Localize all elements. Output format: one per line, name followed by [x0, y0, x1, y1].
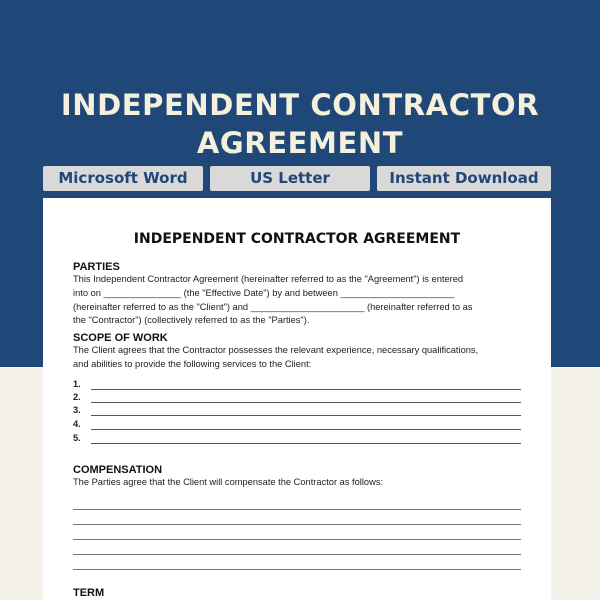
- scope-paragraph: [73, 344, 523, 372]
- parties-line: This Independent Contractor Agreement (hereinafter referred to as the "Agreement") is entered: [73, 274, 464, 284]
- term-heading: TERM: [73, 587, 105, 599]
- hero-title-line-1: INDEPENDENT CONTRACTOR: [60, 88, 540, 122]
- scope-item-row: [73, 405, 521, 417]
- scope-item-number: 4.: [73, 419, 81, 429]
- scope-line: The Client agrees that the Contractor possesses the relevant experience, necessary qualifications,: [73, 345, 479, 355]
- badge-instant-download: Instant Download: [377, 166, 551, 191]
- scope-item-row: [73, 392, 521, 404]
- scope-item-blank-line: [91, 429, 521, 430]
- hero-title: [0, 86, 600, 162]
- badge-us-letter: US Letter: [210, 166, 370, 191]
- scope-item-blank-line: [91, 402, 521, 403]
- scope-item-number: 3.: [73, 405, 81, 415]
- scope-line: and abilities to provide the following services to the Client:: [73, 358, 312, 369]
- parties-line: the "Contractor") (collectively referred to as the "Parties").: [73, 315, 310, 326]
- scope-item-number: 1.: [73, 379, 81, 389]
- scope-item-row: [73, 433, 521, 445]
- compensation-blank-line: [73, 569, 521, 570]
- scope-item-row: [73, 419, 521, 431]
- scope-item-number: 2.: [73, 392, 81, 402]
- scope-item-row: [73, 379, 521, 391]
- scope-item-blank-line: [91, 443, 521, 444]
- compensation-heading: COMPENSATION: [73, 464, 163, 476]
- compensation-blank-line: [73, 509, 521, 510]
- compensation-line: The Parties agree that the Client will compensate the Contractor as follows:: [73, 477, 384, 487]
- hero-title-line-2: AGREEMENT: [196, 126, 404, 160]
- parties-line: into on _______________ (the "Effective Date") by and between ______________________: [73, 287, 455, 298]
- document-title: INDEPENDENT CONTRACTOR AGREEMENT: [133, 231, 461, 247]
- scope-heading: SCOPE OF WORK: [73, 332, 168, 344]
- compensation-blank-line: [73, 554, 521, 555]
- document-preview: [43, 198, 551, 600]
- parties-line: (hereinafter referred to as the "Client") and ______________________ (hereinafter referred to as: [73, 301, 473, 312]
- parties-paragraph: [73, 273, 523, 328]
- compensation-paragraph: [73, 476, 523, 490]
- compensation-blank-line: [73, 539, 521, 540]
- badge-microsoft-word: Microsoft Word: [43, 166, 203, 191]
- scope-item-blank-line: [91, 415, 521, 416]
- parties-heading: PARTIES: [73, 261, 120, 273]
- compensation-blank-line: [73, 524, 521, 525]
- scope-item-number: 5.: [73, 433, 81, 443]
- scope-item-blank-line: [91, 389, 521, 390]
